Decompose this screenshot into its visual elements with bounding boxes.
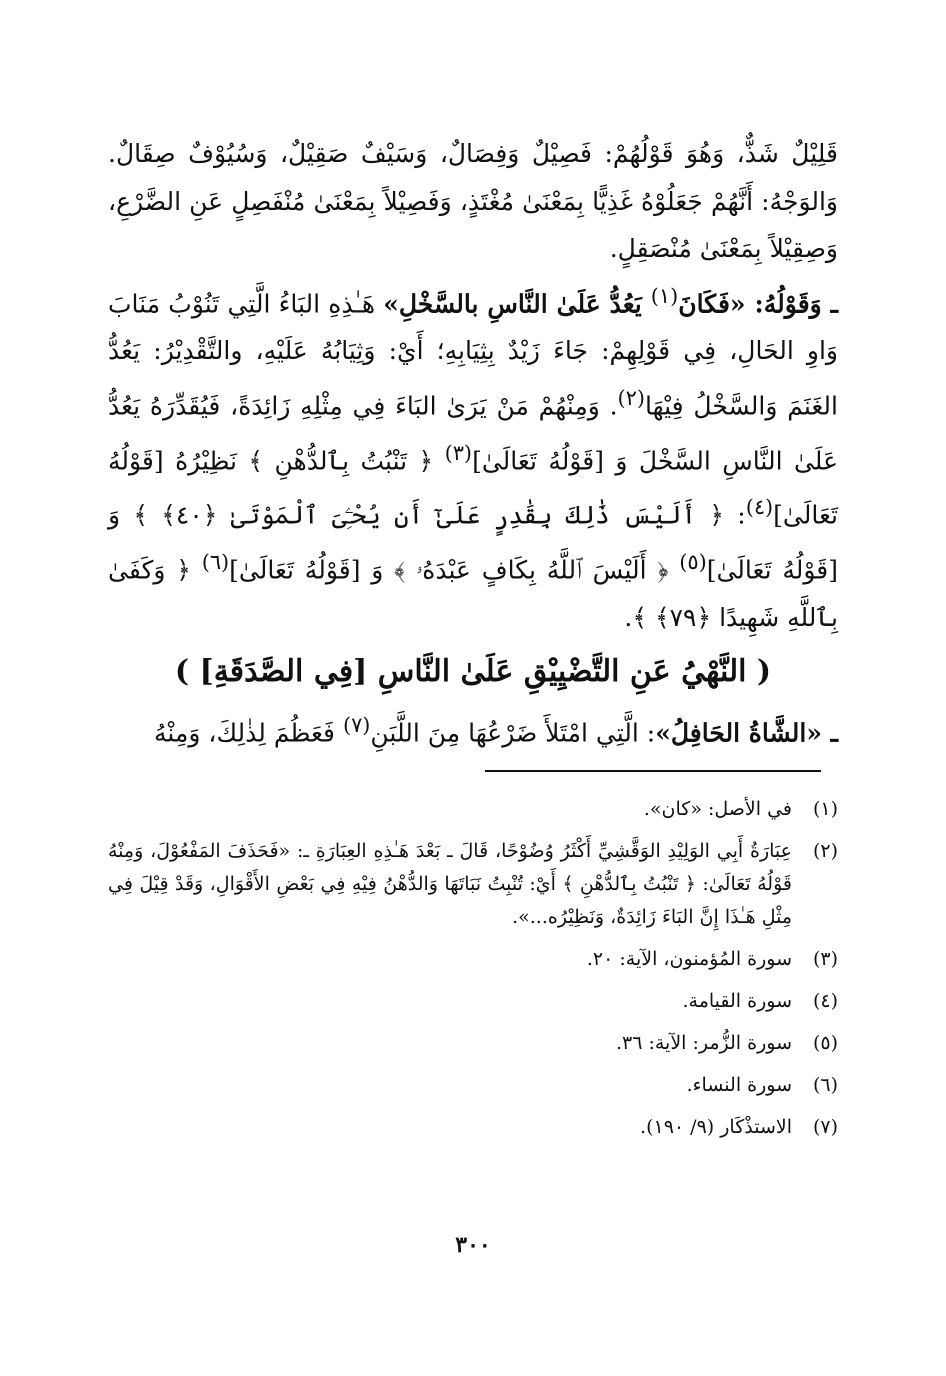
paragraph-2 (108, 273, 838, 642)
footnote-number: (٢) (812, 840, 838, 862)
footnote-ref-7[interactable]: (٧) (342, 712, 371, 737)
text-segment: هَـٰذِهِ البَاءُ الَّتِي تَنُوْبُ مَنَابَ وَاوِ الحَالِ، فِي قَوْلِهِمْ: جَاءَ زَيْدٌ بِثِيَابِهِ؛ أَيْ: وَثِيَابُهُ عَلَيْهِ، والتَّقْدِيْرُ: يَعُدُّ الغَنَمَ وَالسَّخْلُ فِيْهَا (108, 288, 838, 421)
quran-citation: ﴿ تَنْبُتُ بِٱلدُّهْنِ ﴾ نَظِيْرُهُ [قَوْلُهُ تَعَالَىٰ] (108, 445, 839, 530)
footnote-text: سورة المُؤمنون، الآية: ٢٠. (586, 948, 792, 970)
quran-citation: ﴿ أَلَيْسَ ٱللَّهُ بِكَافٍ عَبْدَهُۥ ﴾ وَ [قَوْلُهُ تَعَالَىٰ] (229, 555, 680, 585)
footnote-text: الاستذْكَار (٩/ ١٩٠). (640, 1116, 792, 1138)
footnote-number: (٤) (812, 990, 838, 1012)
footnotes (108, 793, 838, 1153)
footnote-item (108, 1027, 838, 1060)
footnote-ref-2[interactable]: (٢) (617, 385, 645, 410)
footnote-number: (١) (812, 798, 838, 820)
quran-citation: : ﴿ أَلَيْسَ ذَٰلِكَ بِقَٰدِرٍ عَلَىٰٓ أَن يُحْـِۧىَ ٱلْمَوْتَىٰ ﴿٤٠﴾ ﴾ وَ [قَوْلُهُ تَعَالَىٰ] (108, 500, 838, 585)
footnote-ref-6[interactable]: (٦) (201, 550, 230, 575)
paragraph-1: قَلِيْلٌ شَذٌّ، وَهُوَ قَوْلُهُمْ: فَصِيْلٌ وَفِصَالٌ، وَسَيْفٌ صَقِيْلٌ، وَسُيُوْفٌ صِقَالٌ. وَالوَجْهُ: أَنَّهُمْ جَعَلُوْهُ غَذِيًّا بِمَعْنَىٰ مُغْتَذٍ، وَفَصِيْلاً بِمَعْنَىٰ مُنْفَصِلٍ عَنِ الضَّرْعِ، وَصِقِيْلاً بِمَعْنَىٰ مُنْصَقِلٍ. (108, 139, 838, 263)
text-segment: فَعَظُمَ لِذٰلِكَ، وَمِنْهُ (154, 717, 343, 747)
footnote-number: (٦) (812, 1074, 838, 1096)
footnote-number: (٣) (812, 948, 838, 970)
footnote-ref-1[interactable]: (١) (650, 283, 679, 308)
main-text (108, 130, 838, 756)
footnote-number: (٥) (812, 1032, 838, 1054)
text-segment: : الَّتِي امْتَلأَ ضَرْعُهَا مِنَ اللَّبَنِ (370, 717, 656, 747)
footnote-text: سورة الزُّمر: الآية: ٣٦. (615, 1032, 792, 1054)
entry-lead: ـ وَقَوْلُهُ: «فَكَانَ (678, 288, 839, 318)
footnote-text: عِبَارَةُ أَبِي الوَلِيْدِ الوَقَّشِيِّ أَكْثَرُ وُضُوْحًا، قَالَ ـ بَعْدَ هَـٰذِهِ العِبَارَةِ ـ: «فَحَذَفَ المَفْعُوْلَ، وَمِنْهُ قَوْلُهُ تَعَالَىٰ: ﴿ تَنْبُتُ بِٱلدُّهْنِ ﴾ أَيْ: تُنْبِتُ نَبَاتَهَا وَالدُّهْنُ فِيْهِ فِي بَعْضِ الأَقْوَالِ، وَقَدْ قِيْلَ فِي مِثْلِ هَـٰذَا إِنَّ البَاءَ زَائِدَةٌ، وَنَظِيْرُه...». (108, 840, 792, 928)
footnote-item (108, 985, 838, 1018)
paragraph-3 (108, 702, 838, 757)
entry-lead: ـ «الشَّاةُ الحَافِلُ» (655, 717, 838, 747)
footnote-item (108, 943, 838, 976)
quran-citation: ﴿ وَكَفَىٰ بِٱللَّهِ شَهِيدًا ﴿٧٩﴾ ﴾. (108, 555, 838, 633)
section-heading: ( النَّهْيُ عَنِ التَّضْيِيْقِ عَلَىٰ النَّاسِ [فِي الصَّدَقَةِ] ) (174, 653, 772, 689)
entry-quote: يَعُدُّ عَلَىٰ النَّاسِ بالسَّخْلِ» (383, 288, 651, 318)
footnote-item (108, 793, 838, 826)
footnote-item (108, 1111, 838, 1144)
footnote-text: في الأصل: «كان». (643, 798, 792, 820)
footnote-text: سورة القيامة. (682, 990, 792, 1012)
footnote-ref-4[interactable]: (٤) (745, 495, 774, 520)
footnote-item (108, 835, 838, 934)
page-number: ٣٠٠ (455, 1232, 491, 1258)
footnote-separator (485, 770, 821, 772)
footnote-item (108, 1069, 838, 1102)
footnote-number: (٧) (812, 1116, 838, 1138)
text-segment: . وَمِنْهُمْ مَنْ يَرَىٰ البَاءَ فِي مِثْلِهِ زَائِدَةً، فَيُقَدِّرَهُ يَعُدُّ عَلَىٰ النَّاسِ السَّخْلَ وَ [قَوْلُهُ تَعَالَىٰ] (108, 391, 838, 475)
footnote-ref-5[interactable]: (٥) (679, 550, 707, 575)
footnote-ref-3[interactable]: (٣) (444, 440, 473, 465)
footnote-text: سورة النساء. (686, 1074, 792, 1096)
